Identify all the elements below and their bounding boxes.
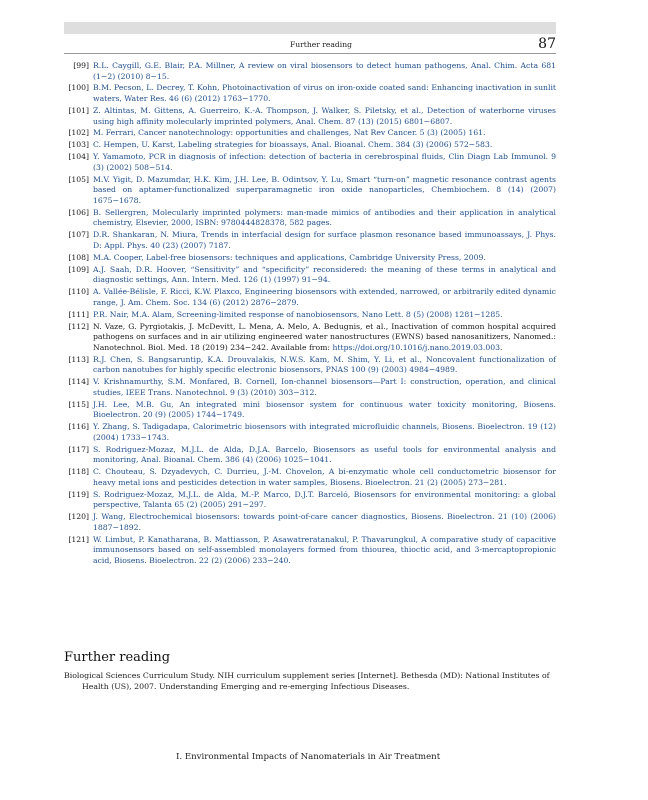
reference-item[interactable] xyxy=(64,152,556,173)
reference-item[interactable] xyxy=(64,128,556,139)
reference-number: [99] xyxy=(73,61,89,70)
reference-item[interactable] xyxy=(64,230,556,251)
reference-number: [107] xyxy=(68,230,89,240)
reference-number: [111] xyxy=(68,309,89,319)
reference-item[interactable] xyxy=(64,422,556,443)
reference-text[interactable]: R.L. Caygill, G.E. Blair, P.A. Millner, A review on viral biosensors to detect human pathogens, Anal. Chim. Acta 681 (1−2) (2010) 8−15. xyxy=(93,61,556,81)
reference-text[interactable]: Z. Altintas, M. Gittens, A. Guerreiro, K.-A. Thompson, J. Walker, S. Piletsky, et al., Detection of waterborne viruses using high affinity molecularly imprinted polymers, Anal. Chem. 87 (13) (2015) 6801−6807. xyxy=(93,105,556,126)
reference-item[interactable] xyxy=(64,140,556,151)
reference-text[interactable]: P.R. Nair, M.A. Alam, Screening-limited response of nanobiosensors, Nano Lett. 8 (5) (2008) 1281−1285. xyxy=(93,309,503,319)
reference-item[interactable] xyxy=(64,310,556,321)
reference-number: [117] xyxy=(68,444,89,454)
reference-text[interactable]: B. Sellergren, Molecularly imprinted polymers: man-made mimics of antibodies and their application in analytical chemistry, Elsevier, 2000, ISBN: 9780444828378, 582 pages. xyxy=(93,207,556,228)
reference-terminal-period: . xyxy=(500,342,503,352)
reference-item[interactable] xyxy=(64,265,556,286)
reference-item[interactable] xyxy=(64,175,556,207)
reference-item[interactable] xyxy=(64,61,556,82)
reference-item[interactable] xyxy=(64,490,556,511)
reference-item[interactable] xyxy=(64,287,556,308)
reference-number: [106] xyxy=(68,207,89,217)
reference-item[interactable] xyxy=(64,253,556,264)
reference-text[interactable]: M.V. Yigit, D. Mazumdar, H.K. Kim, J.H. Lee, B. Odintsov, Y. Lu, Smart “turn-on” magnetic resonance contrast agents based on aptamer-functionalized superparamagnetic iron oxide nanoparticles, Chembiochem. 8 (14) (2007) 1675−1678. xyxy=(93,174,556,205)
reference-item[interactable] xyxy=(64,400,556,421)
reference-number: [115] xyxy=(68,399,89,409)
reference-text[interactable]: A.J. Saah, D.R. Hoover, “Sensitivity” and “specificity” reconsidered: the meaning of these terms in analytical and diagnostic settings, Ann. Intern. Med. 126 (1) (1997) 91−94. xyxy=(93,264,556,285)
reference-number: [100] xyxy=(68,83,89,93)
reference-text[interactable] xyxy=(93,322,556,354)
reference-item[interactable] xyxy=(64,467,556,488)
reference-text[interactable]: V. Krishnamurthy, S.M. Monfared, B. Cornell, Ion-channel biosensors—Part I: construction, operation, and clinical studies, IEEE Trans. Nanotechnol. 9 (3) (2010) 303−312. xyxy=(93,377,556,397)
reference-text[interactable]: Y. Yamamoto, PCR in diagnosis of infection: detection of bacteria in cerebrospinal fluids, Clin Diagn Lab Immunol. 9 (3) (2002) 508−514. xyxy=(93,152,556,172)
reference-number: [119] xyxy=(68,489,89,499)
reference-number: [112] xyxy=(68,321,89,331)
reference-item[interactable] xyxy=(64,445,556,466)
reference-text[interactable]: R.J. Chen, S. Bangsaruntip, K.A. Drouvalakis, N.W.S. Kam, M. Shim, Y. Li, et al., Noncovalent functionalization of carbon nanotubes for highly specific electronic biosensors, PNAS 100 (9) (2003) 4984−4989. xyxy=(93,354,556,375)
reference-number: [109] xyxy=(68,264,89,274)
reference-item[interactable] xyxy=(64,535,556,567)
reference-number: [121] xyxy=(68,534,89,544)
reference-text[interactable]: C. Chouteau, S. Dzyadevych, C. Durrieu, J.-M. Chovelon, A bi-enzymatic whole cell conductometric biosensor for heavy metal ions and pesticides detection in water samples, Biosens. Bioelectron. 21 (2) (2005) 273−281. xyxy=(93,467,556,487)
reference-text[interactable]: J.H. Lee, M.B. Gu, An integrated mini biosensor system for continuous water toxicity monitoring, Biosens. Bioelectron. 20 (9) (2005) 1744−1749. xyxy=(93,399,556,420)
reference-number: [120] xyxy=(68,512,89,522)
reference-text[interactable]: Y. Zhang, S. Tadigadapa, Calorimetric biosensors with integrated microfluidic channels, Biosens. Bioelectron. 19 (12) (2004) 1733−1743. xyxy=(93,422,556,442)
reference-item[interactable] xyxy=(64,208,556,229)
reference-item[interactable] xyxy=(64,106,556,127)
reference-body: N. Vaze, G. Pyrgiotakis, J. McDevitt, L. Mena, A. Melo, A. Bedugnis, et al., Inactivation of common hospital acquired pathogens on surfaces and in air utilizing engineered water nanostructures (EWNS) based nanosanitizers, Nanomed.: Nanotechnol. Biol. Med. 18 (2019) 234−242. Available from: xyxy=(93,321,556,352)
reference-number: [104] xyxy=(68,152,89,162)
running-head: Further reading xyxy=(290,40,352,49)
reference-number: [113] xyxy=(68,354,89,364)
reference-number: [118] xyxy=(68,467,89,477)
reference-text[interactable]: C. Hempen, U. Karst, Labeling strategies for bioassays, Anal. Bioanal. Chem. 384 (3) (2006) 572−583. xyxy=(93,140,493,150)
page-number: 87 xyxy=(538,36,556,52)
reference-number: [108] xyxy=(68,252,89,262)
reference-list xyxy=(64,61,556,568)
reference-item[interactable] xyxy=(64,512,556,533)
further-reading-entry: Biological Sciences Curriculum Study. NIH curriculum supplement series [Internet]. Bethesda (MD): National Institutes of Health (US), 2007. Understanding Emerging and re-emerging Infectious Diseases. xyxy=(64,671,550,691)
header-rule xyxy=(64,53,556,54)
doi-link[interactable]: https://doi.org/10.1016/j.nano.2019.03.003 xyxy=(332,342,501,352)
reference-item[interactable] xyxy=(64,322,556,354)
header-bar xyxy=(64,22,556,34)
footer-part-title: I. Environmental Impacts of Nanomaterials in Air Treatment xyxy=(176,752,441,762)
further-reading-heading: Further reading xyxy=(64,650,171,665)
reference-text[interactable]: A. Vallée-Bélisle, F. Ricci, K.W. Plaxco, Engineering biosensors with extended, narrowed, or arbitrarily edited dynamic range, J. Am. Chem. Soc. 134 (6) (2012) 2876−2879. xyxy=(93,287,556,307)
reference-text[interactable]: S. Rodriguez-Mozaz, M.J.L. de Alda, D.J.A. Barcelo, Biosensors as useful tools for environmental analysis and monitoring, Anal. Bioanal. Chem. 386 (4) (2006) 1025−1041. xyxy=(93,444,556,465)
reference-text[interactable]: M.A. Cooper, Label-free biosensors: techniques and applications, Cambridge University Press, 2009. xyxy=(93,252,486,262)
reference-number: [116] xyxy=(68,422,89,432)
reference-number: [114] xyxy=(68,377,89,387)
reference-item[interactable] xyxy=(64,83,556,104)
reference-number: [105] xyxy=(68,174,89,184)
reference-text[interactable]: S. Rodriguez-Mozaz, M.J.L. de Alda, M.-P. Marco, D.J.T. Barceló, Biosensors for environmental monitoring: a global perspective, Talanta 65 (2) (2005) 291−297. xyxy=(93,489,556,510)
reference-number: [103] xyxy=(68,140,89,150)
reference-text[interactable]: M. Ferrari, Cancer nanotechnology: opportunities and challenges, Nat Rev Cancer. 5 (3) (2005) 161. xyxy=(93,128,486,138)
reference-text[interactable]: B.M. Pecson, L. Decrey, T. Kohn, Photoinactivation of virus on iron-oxide coated sand: Enhancing inactivation in sunlit waters, Water Res. 46 (6) (2012) 1763−1770. xyxy=(93,83,556,104)
reference-text[interactable]: W. Limbut, P. Kanatharana, B. Mattiasson, P. Asawatreratanakul, P. Thavarungkul, A comparative study of capacitive immunosensors based on self-assembled monolayers formed from thiourea, thioctic acid, and 3-mercaptopropionic acid, Biosens. Bioelectron. 22 (2) (2006) 233−240. xyxy=(93,534,556,565)
reference-number: [101] xyxy=(68,105,89,115)
reference-text[interactable]: D.R. Shankaran, N. Miura, Trends in interfacial design for surface plasmon resonance based immunoassays, J. Phys. D: Appl. Phys. 40 (23) (2007) 7187. xyxy=(93,230,556,250)
reference-number: [110] xyxy=(68,287,89,297)
reference-text[interactable]: J. Wang, Electrochemical biosensors: towards point-of-care cancer diagnostics, Biosens. Bioelectron. 21 (10) (2006) 1887−1892. xyxy=(93,512,556,532)
reference-item[interactable] xyxy=(64,355,556,376)
reference-item[interactable] xyxy=(64,377,556,398)
reference-number: [102] xyxy=(68,128,89,138)
